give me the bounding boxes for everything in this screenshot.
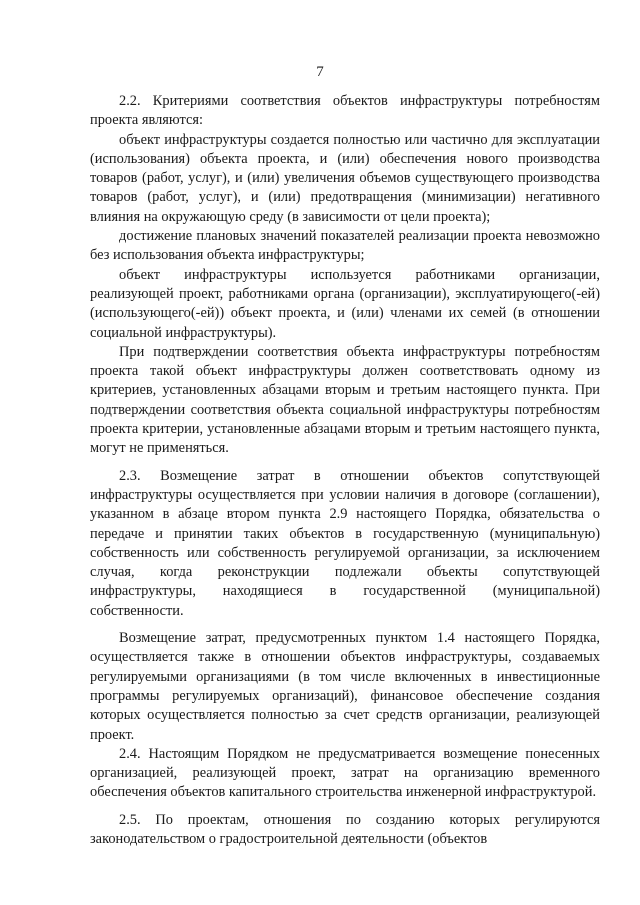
paragraph-2-5-projects: 2.5. По проектам, отношения по созданию которых регулируются законодательством о градостроительной деятельности (объектов xyxy=(90,811,600,847)
paragraph-criterion-purpose: объект инфраструктуры создается полностью или частично для эксплуатации (использования) объекта проекта, и (или) обеспечения нового производства товаров (работ, услуг), и (или) увеличения объемов существующего производства товаров (работ, услуг), и (или) предотвращения (минимизации) негативного влияния на окружающую среду (в зависимости от цели проекта); xyxy=(90,131,600,225)
page-number: 7 xyxy=(316,64,324,80)
paragraph-criterion-targets: достижение плановых значений показателей реализации проекта невозможно без использования объекта инфраструктуры; xyxy=(90,228,600,264)
paragraph-2-3-reimbursement: 2.3. Возмещение затрат в отношении объектов сопутствующей инфраструктуры осуществляется при условии наличия в договоре (соглашении), указанном в абзаце втором пункта 2.9 настоящего Порядка, обязательства о передаче и принятии таких объектов в государственную (муниципальную) собственность или собственность регулируемой организации, за исключением случая, когда реконструкции подлежали объекты сопутствующей инфраструктуры, находящиеся в государственной (муниципальной) собственности. xyxy=(90,467,600,619)
document-body xyxy=(90,92,600,849)
paragraph-2-4-temporary: 2.4. Настоящим Порядком не предусматривается возмещение понесенных организацией, реализующей проект, затрат на организацию временного обеспечения объектов капитального строительства инженерной инфраструктурой. xyxy=(90,745,600,801)
paragraph-confirmation-rules: При подтверждении соответствия объекта инфраструктуры потребностям проекта такой объект инфраструктуры должен соответствовать одному из критериев, установленных абзацами вторым и третьим настоящего пункта. При подтверждении соответствия объекта социальной инфраструктуры потребностям проекта критерии, установленные абзацами вторым и третьим настоящего пункта, могут не применяться. xyxy=(90,343,600,457)
paragraph-criterion-users: объект инфраструктуры используется работниками организации, реализующей проект, работниками органа (организации), эксплуатирующего(-ей) (использующего(-ей)) объект проекта, и (или) членами их семей (в отношении социальной инфраструктуры). xyxy=(90,266,600,341)
paragraph-reimbursement-1-4: Возмещение затрат, предусмотренных пунктом 1.4 настоящего Порядка, осуществляется также в отношении объектов инфраструктуры, создаваемых регулируемыми организациями (в том числе включенных в инвестиционные программы регулируемых организаций), финансовое обеспечение создания которых осуществляется полностью за счет средств организации, реализующей проект. xyxy=(90,630,600,743)
paragraph-2-2-criteria: 2.2. Критериями соответствия объектов инфраструктуры потребностям проекта являются: xyxy=(90,93,600,129)
